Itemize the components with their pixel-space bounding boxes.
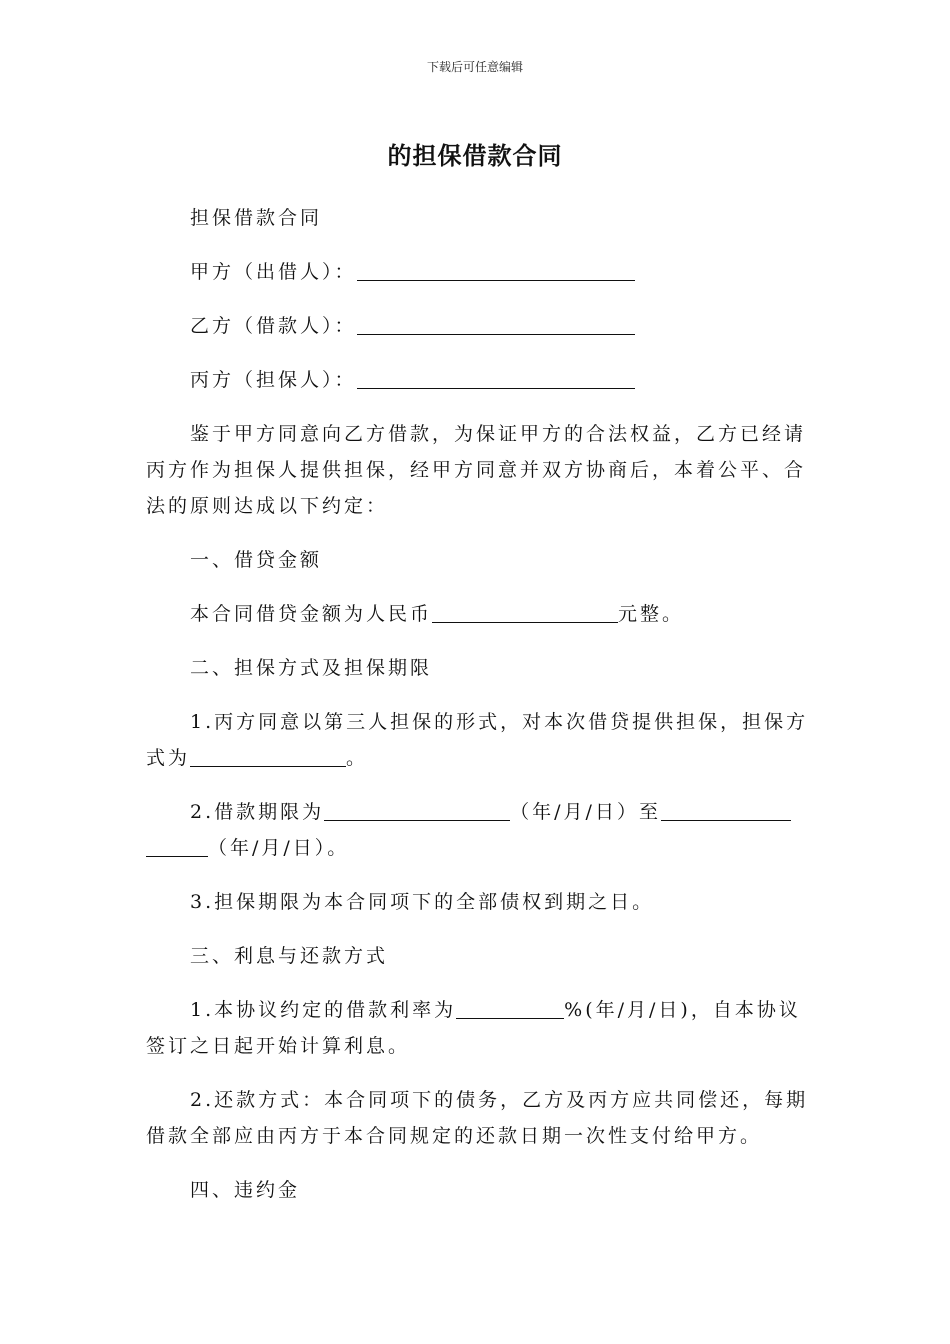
loan-term-line2 — [146, 830, 810, 866]
section-1-heading-text: 一、借贷金额 — [190, 549, 323, 571]
party-a-blank[interactable] — [357, 258, 635, 281]
document-body — [146, 200, 810, 1226]
loan-amount-blank[interactable] — [432, 600, 618, 623]
section-4-heading-text: 四、违约金 — [190, 1179, 301, 1201]
guarantee-method-paragraph — [146, 704, 810, 776]
interest-rate-label: 1.本协议约定的借款利率为 — [190, 999, 457, 1021]
party-b-line — [146, 308, 810, 344]
section-3-heading — [146, 938, 810, 974]
loan-term-label: 2.借款期限为 — [190, 801, 325, 823]
loan-amount-suffix: 元整。 — [618, 603, 685, 625]
section-1-heading — [146, 542, 810, 578]
header-note: 下载后可任意编辑 — [426, 60, 523, 74]
party-a-label: 甲方（出借人）： — [190, 261, 357, 283]
guarantee-method-text: 1.丙方同意以第三人担保的形式，对本次借贷提供担保，担保方式为 — [146, 711, 809, 769]
loan-term-start-blank[interactable] — [324, 798, 510, 821]
party-b-blank[interactable] — [357, 312, 635, 335]
section-2-heading — [146, 650, 810, 686]
repayment-paragraph — [146, 1082, 810, 1154]
interest-rate-paragraph — [146, 992, 810, 1064]
section-3-heading-text: 三、利息与还款方式 — [190, 945, 389, 967]
preamble-text: 鉴于甲方同意向乙方借款，为保证甲方的合法权益，乙方已经请丙方作为担保人提供担保，经甲方同意并双方协商后，本着公平、合法的原则达成以下约定： — [146, 423, 807, 517]
repayment-text: 2.还款方式：本合同项下的债务，乙方及丙方应共同偿还，每期借款全部应由丙方于本合同规定的还款日期一次性支付给甲方。 — [146, 1089, 809, 1147]
loan-term-end-blank-cont[interactable] — [146, 834, 208, 857]
guarantee-period-paragraph — [146, 884, 810, 920]
guarantee-method-blank[interactable] — [190, 744, 346, 767]
loan-amount-label: 本合同借贷金额为人民币 — [190, 603, 433, 625]
section-2-heading-text: 二、担保方式及担保期限 — [190, 657, 433, 679]
party-c-label: 丙方（担保人）： — [190, 369, 357, 391]
section-4-heading — [146, 1172, 810, 1208]
loan-term-paragraph — [146, 794, 810, 866]
loan-term-end-blank[interactable] — [661, 798, 791, 821]
loan-term-suffix: （年/月/日）。 — [208, 837, 350, 859]
interest-rate-suffix: %(年/月/日)，自本协议签订之日起开始计算利息。 — [146, 999, 801, 1057]
loan-amount-line — [146, 596, 810, 632]
party-c-blank[interactable] — [357, 366, 635, 389]
party-b-label: 乙方（借款人）： — [190, 315, 357, 337]
document-title: 的担保借款合同 — [387, 142, 563, 170]
interest-rate-blank[interactable] — [456, 996, 564, 1019]
party-a-line — [146, 254, 810, 290]
preamble-paragraph — [146, 416, 810, 524]
loan-term-middle: （年/月/日）至 — [510, 801, 661, 823]
guarantee-period-text: 3.担保期限为本合同项下的全部债权到期之日。 — [190, 891, 655, 913]
party-c-line — [146, 362, 810, 398]
contract-name-text: 担保借款合同 — [190, 207, 323, 229]
guarantee-method-suffix: 。 — [346, 747, 369, 769]
paragraph-contract-name — [146, 200, 810, 236]
